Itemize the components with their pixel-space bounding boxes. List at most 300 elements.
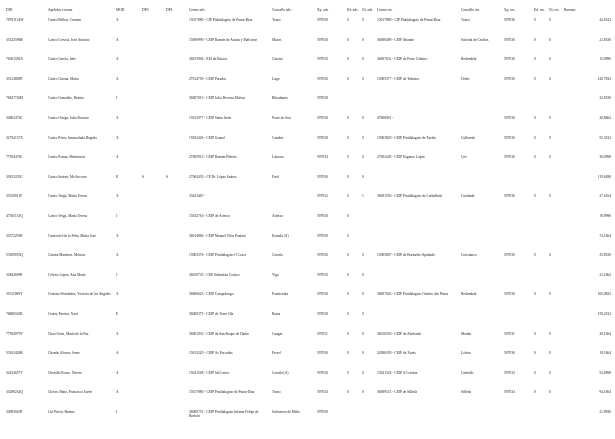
cell-mod: E [116,311,119,316]
cell-ed-res: 0 [534,331,536,336]
cell-mod: A [116,18,119,22]
cell-xp-res [503,214,533,234]
cell-centro-res: 36007631 - CEIP de Porto Cabeiro [377,57,428,62]
cell-centro-res: 15021524 - CEIP A Cristina [377,370,418,375]
cell-xp-res: 597030 [504,76,515,81]
cell-xp-res: 597030 [504,253,515,258]
cell-xp-res [503,410,533,430]
table-row [5,273,611,293]
cell-dni: 77594476C [6,155,23,160]
cell-concello-res: Cee [461,155,467,160]
header-concello-res: Concello res. [461,8,480,12]
table-row [5,38,611,58]
cell-dni: 76827740H [6,96,23,101]
cell-baremo: 28,8662 [599,115,611,120]
cell-ni-res [548,175,563,195]
cell-ed-ads: 0 [347,272,349,277]
cell-dpc [141,234,165,254]
cell-xp-res [503,175,533,195]
cell-ed-ads: 0 [347,57,349,62]
cell-centro-res [376,273,460,293]
cell-dni: 53309055Q [6,253,23,258]
cell-ni-ads: 0 [362,253,364,258]
cell-nome: Cid Prieto, Beatriz [48,409,75,414]
cell-ed-res: 0 [534,194,536,199]
table-row [5,136,611,156]
table-row [5,155,611,175]
cell-dpc [141,351,165,371]
cell-ed-res: 0 [534,37,536,42]
cell-centro-res: 36016550 - CEIP de Abelondo [377,331,422,336]
cell-xp-res: 597030 [504,351,515,356]
cell-concello-ads: Touro [272,390,281,395]
cell-xp-ads: 597030 [317,135,328,140]
cell-concello-res [460,234,503,254]
cell-mod: J [116,96,118,101]
cell-baremo: 21,9830 [599,409,611,414]
cell-xp-ads: 597030 [317,311,328,316]
cell-xp-ads: 597030 [317,253,328,258]
cell-xp-ads: 597030 [317,115,328,120]
cell-nome: Castro Veiga, María Teresa [48,194,87,199]
cell-xp-ads: 597030 [317,96,328,101]
table-row [5,292,611,312]
cell-dpl [165,18,188,38]
table-row [5,312,611,332]
cell-concello-ads: Salvaterra de Miño [272,409,300,414]
cell-ni-res: 0 [549,253,551,258]
cell-concello-res [460,214,503,234]
header-mod: MOD [116,8,125,12]
cell-xp-ads: 597030 [317,18,328,22]
cell-baremo: 30,1664 [599,331,611,336]
cell-nome: Castro Bellon, Carmen [48,18,82,22]
cell-nome: Castro González, Beatriz [48,96,85,101]
cell-mod: A [116,57,119,62]
cell-nome: Castro Pomar, Montserrat [48,155,86,160]
header-baremo: Baremo [564,8,576,12]
cell-dpc [141,214,165,234]
cell-ni-ads [361,96,376,116]
cell-ni-ads: 0 [362,174,364,179]
cell-centro-ads: 15013977 - CEIP Santa Irene [189,115,232,120]
cell-ni-res: 0 [549,18,551,22]
header-xp-res: Xp. res. [504,8,516,12]
cell-ed-ads: 0 [347,37,349,42]
cell-dni: 33815235C [6,174,23,179]
table-row [5,390,611,410]
cell-concello-res [460,312,503,332]
cell-centro-ads: 36007013 - CEIP Julia Becerra Malvar [189,96,246,101]
cell-ed-ads: 0 [347,390,349,395]
cell-nome: Cestey Pereira, Xosé [48,311,79,316]
cell-xp-ads: 597030 [317,37,328,42]
cell-ni-ads: 0 [362,37,364,42]
cell-ed-res: 0 [534,18,536,22]
cell-ed-res [533,312,548,332]
cell-xp-ads: 597030 [317,174,328,179]
cell-centro-res: 36008489 - CEIP Abanite [377,37,415,42]
cell-centro-ads: 15021548 - CEIP Sal Lence [189,370,230,375]
cell-ed-res [533,175,548,195]
header-centro-ads: Centro ads. [189,8,206,12]
cell-dpl [165,292,188,312]
cell-centro-res [376,312,460,332]
cell-dpc [141,77,165,97]
cell-ni-res: 0 [549,390,551,395]
cell-dpc [141,371,165,391]
cell-xp-ads: 597030 [317,292,328,297]
cell-baremo: 52,6998 [599,370,611,375]
cell-centro-res [376,96,460,116]
cell-ni-ads: 0 [362,272,364,277]
cell-dni: 76806540E [6,311,23,316]
cell-concello-res: Coristanco [461,253,477,258]
cell-dni: 32433657T [6,370,23,375]
cell-concello-ads: Lugo [272,76,280,81]
cell-concello-res [460,410,503,430]
cell-xp-ads: 597031 [317,331,328,336]
cell-nome: Castro Suárez, Ma Socorro [48,174,87,179]
cell-concello-res: Redondela [461,292,477,297]
cell-xp-res [503,273,533,293]
cell-ni-ads: 0 [362,18,364,22]
cell-ni-res: 0 [549,351,551,356]
cell-ed-res: 0 [534,155,536,160]
cell-baremo: 18,1664 [599,351,611,356]
cell-nome: Checos Mato, Francisco Javier [48,390,93,395]
cell-centro-ads: 36006623 - CEIP Campolongo [189,292,234,297]
cell-ed-ads [346,410,361,430]
table-row [5,96,611,116]
cell-concello-ads: Pontevedra [272,292,289,297]
cell-mod: A [116,331,119,336]
cell-ni-res: 0 [549,370,551,375]
cell-ed-ads: 0 [347,233,349,238]
cell-centro-ads: 15032716 - CEIP de Arteixo [189,213,230,218]
cell-dpc [141,194,165,214]
cell-ni-ads: 0 [362,155,364,160]
cell-baremo: 15,9996 [599,57,611,62]
cell-mod: J [116,272,118,277]
cell-xp-ads: 597034 [317,155,328,160]
cell-ni-ads: 0 [362,331,364,336]
cell-centro-ads: 15017880 - CEIP Pintilalagoio de Punta-Diaz [189,390,255,395]
cell-xp-res: 597030 [504,292,515,297]
cell-baremo: 42,0332 [599,18,611,22]
cell-ni-res: 0 [549,76,551,81]
cell-centro-ads: 27014759 - CEIP Paradai [189,76,226,81]
table-row [5,351,611,371]
cell-ni-ads: 0 [362,351,364,356]
cell-dpl [165,273,188,293]
cell-ni-ads: 0 [362,76,364,81]
cell-xp-res: 597030 [504,57,515,62]
cell-mod: A [116,233,119,238]
cell-dni: 33372259E [6,233,23,238]
cell-xp-ads: 597030 [317,370,328,375]
cell-nome: Castroviel de la Peña, María José [48,233,96,238]
cell-dni: 33314800P [6,76,23,81]
header-dpl: DPL [166,8,173,12]
cell-ed-ads: 0 [347,311,349,316]
cell-dni: 76361592A [6,57,23,62]
table-row [5,116,611,136]
cell-dpc [141,332,165,352]
cell-xp-res: 597030 [504,37,515,42]
cell-concello-res: Touro [461,18,470,22]
cell-ni-ads: 1 [362,194,364,199]
cell-concello-ads: Ferrol [272,351,281,356]
cell-ed-res: 0 [534,351,536,356]
cell-mod: A [116,194,119,199]
cell-dpl [165,351,188,371]
table-row [5,371,611,391]
cell-concello-ads: Muros [272,37,282,42]
cell-ed-ads: 0 [347,115,349,120]
cell-centro-res: 36001550 - CEIP Pintilalagoio de Carballedo [377,194,443,199]
cell-nome: Cesteno Fernández, Victoria de los Angeles [48,292,111,297]
cell-nome: Celeiro López, Ana María [48,272,86,277]
cell-ni-res [548,214,563,234]
table-row [5,332,611,352]
cell-nome: Chendo Alonzo, Irene [48,351,80,356]
cell-dpl [165,332,188,352]
cell-dpc [141,155,165,175]
cell-ed-ads: 0 [347,331,349,336]
cell-ed-ads: 0 [347,76,349,81]
cell-nome: Chenillo Pouso, Nieves [48,370,82,375]
cell-xp-res [503,234,533,254]
cell-dpl [165,371,188,391]
cell-concello-ads: Friol [272,174,279,179]
table-header [5,8,611,18]
cell-dni: 78781134W [6,18,24,22]
cell-ed-res [533,410,548,430]
cell-mod: J [116,213,118,218]
cell-nome: Castro Veiga, María Teresa [48,213,87,218]
cell-concello-res: Culleredo [461,135,476,140]
cell-dni: 33323596R [6,37,23,42]
cell-xp-ads: 597030 [317,213,328,218]
cell-centro-ads: 15003376 - CEIP Pintilalagoio O Cruce [189,253,247,258]
cell-ed-res [533,214,548,234]
cell-nome: Cataira Martínez, Mónica [48,253,86,258]
cell-ni-ads [361,214,376,234]
cell-concello-ads: Arteixo [272,213,283,218]
cell-centro-res [376,234,460,254]
cell-ed-res: 0 [534,115,536,120]
cell-ni-res [548,234,563,254]
cell-centro-ads: 27004435 - CP Dr. López Suárez [189,174,237,179]
cell-xp-ads: 597030 [317,76,328,81]
cell-concello-res [460,273,503,293]
cell-ni-res: 0 [549,135,551,140]
cell-nome: Castro Pérez, Inmaculada Begoña [48,135,97,140]
header-ed-res: Ed. res. [534,8,545,12]
cell-xp-res: 597030 [504,194,515,199]
cell-centro-ads: 15017880 - CIP Pintilalagoio de Punta-Diaz [189,18,253,22]
cell-concello-res [460,175,503,195]
cell-dni: 47365131Q [6,213,23,218]
cell-xp-res: 597033 [504,370,515,375]
cell-baremo: 120,7832 [597,76,611,81]
cell-concello-ads: Coruña [272,253,283,258]
cell-dni: 53162428K [6,351,23,356]
cell-dpl [165,155,188,175]
cell-xp-res: 597030 [504,135,515,140]
cell-xp-ads: 597034 [317,390,328,395]
cell-dpc [141,57,165,77]
cell-concello-ads [271,194,316,214]
cell-centro-ads: 36001033 - CEIP da San Roque de Darbo [189,331,250,336]
header-centro-res: Centro res. [377,8,393,12]
cell-baremo: 21,8330 [599,37,611,42]
cell-baremo: 119,6498 [597,174,611,179]
cell-mod: A [116,253,119,258]
cell-dpl: S [166,174,168,179]
cell-mod: J [116,409,118,414]
table-row [5,214,611,234]
cell-ed-res [533,96,548,116]
cell-dpc [141,253,165,273]
table-body [5,18,611,429]
cell-dpc [141,292,165,312]
cell-concello-ads: Cangas [272,331,283,336]
cell-ni-res [548,312,563,332]
cell-ed-ads: 0 [347,370,349,375]
cell-ni-res [548,273,563,293]
cell-dni: 33529011F [6,194,23,199]
cell-xp-res: 597030 [504,115,515,120]
cell-concello-res: Moaña [461,331,471,336]
cell-ni-ads: 0 [362,370,364,375]
cell-ni-ads [361,410,376,430]
cell-dpl [165,214,188,234]
cell-nome: Castro Crescia, José Antonio [48,37,90,42]
cell-ed-ads: 0 [347,253,349,258]
cell-ed-ads: 0 [347,18,349,22]
cell-concello-res: Cotobade [461,194,475,199]
cell-concello-ads: Touro [272,18,281,22]
cell-xp-ads: 597032 [317,194,328,199]
cell-ni-res: 0 [549,57,551,62]
cell-dpl [165,57,188,77]
cell-baremo: 22,8330 [599,96,611,101]
header-concello-ads: Concello ads. [272,8,292,12]
cell-concello-res: Silleda [461,390,471,395]
cell-mod: A [116,390,119,395]
cell-xp-res: 597030 [504,18,515,22]
cell-mod: E [116,174,119,179]
cell-concello-res: Ordes [461,76,470,81]
cell-dni: 77594979V [6,331,23,336]
cell-ni-ads [361,234,376,254]
table-row [5,253,611,273]
cell-centro-ads: 33423467 - [189,194,206,199]
candidates-table [5,8,611,429]
cell-dpl [165,38,188,58]
cell-ed-ads: 0 [347,135,349,140]
cell-concello-res: Carballo [461,370,474,375]
table-row [5,410,611,430]
cell-ni-res: 0 [549,155,551,160]
cell-xp-res: 597030 [504,155,515,160]
table-row [5,194,611,214]
cell-dpl [165,390,188,410]
cell-ni-res: 0 [549,194,551,199]
table-row [5,175,611,195]
cell-centro-res: 47006961 - [377,115,394,120]
header-nome: Apelidos e nome [48,8,73,12]
cell-xp-res [503,312,533,332]
cell-nome: Castro García, Inés [48,57,76,62]
table-row [5,57,611,77]
cell-concello-ads: Catoira [272,57,283,62]
cell-mod: A [116,155,119,160]
table-row [5,18,611,38]
cell-ni-res [548,410,563,430]
cell-baremo: 19,9996 [599,213,611,218]
cell-ed-res: 0 [534,390,536,395]
cell-baremo: 94,1664 [599,390,611,395]
cell-dpc [141,410,165,430]
cell-ni-ads: 0 [362,390,364,395]
cell-baremo: 55,3332 [599,135,611,140]
cell-ed-ads: 0 [347,292,349,297]
cell-concello-res [460,116,503,136]
cell-centro-res: 36009115 - CEIP de Silleda [377,390,418,395]
cell-ed-res: 0 [534,370,536,375]
cell-centro-res [376,175,460,195]
cell-xp-ads: 597030 [317,233,328,238]
cell-ed-ads: 0 [347,213,349,218]
cell-dpc [141,312,165,332]
cell-xp-res: 597031 [504,331,515,336]
cell-dpc [141,38,165,58]
cell-baremo: 165,0832 [597,292,611,297]
cell-dni: 35311869Y [6,292,23,297]
cell-centro-ads: 15032426 - CEIP Granal [189,135,225,140]
cell-xp-ads: 597030 [317,351,328,356]
cell-ed-res: 0 [534,135,536,140]
cell-xp-ads: 597030 [317,409,328,414]
cell-centro-ads: 15009990 - CEIP Ramón de Artaza y Malvárez [189,37,258,42]
cell-dpl [165,253,188,273]
cell-centro-res: 15017880 - CIP Pintilalagoio de Punta-Diaz [377,18,441,22]
cell-nome: Castro Girona, Marta [48,76,79,81]
cell-dpc: S [142,174,144,179]
cell-dpc [141,273,165,293]
cell-ni-ads: 0 [362,311,364,316]
cell-dpc [141,390,165,410]
cell-mod: A [116,115,119,120]
cell-ed-res [533,234,548,254]
cell-dpl [165,116,188,136]
cell-centro-res: 27002249 - CEIP Eugenio López [377,155,425,160]
cell-concello-ads: Estrada (A) [272,233,289,238]
cell-centro-res: 15005377 - CEIP de Tebrairo [377,76,420,81]
cell-concello-res: Redondela [461,57,477,62]
cell-centro-res: 15003807 - CEIP de Bormeño-Apañado [377,253,435,258]
cell-nome: Castro Ortega, Julia Rosario [48,115,89,120]
cell-centro-ads: 36000751 - CEIP Pintilalagoio Infante Felipe de Borbón [189,409,259,419]
header-ni-res: Ni. res. [549,8,560,12]
cell-ed-ads: 0 [347,174,349,179]
cell-concello-ads: Porto do Son [272,115,291,120]
cell-concello-res [460,96,503,116]
cell-ni-res: 0 [549,115,551,120]
